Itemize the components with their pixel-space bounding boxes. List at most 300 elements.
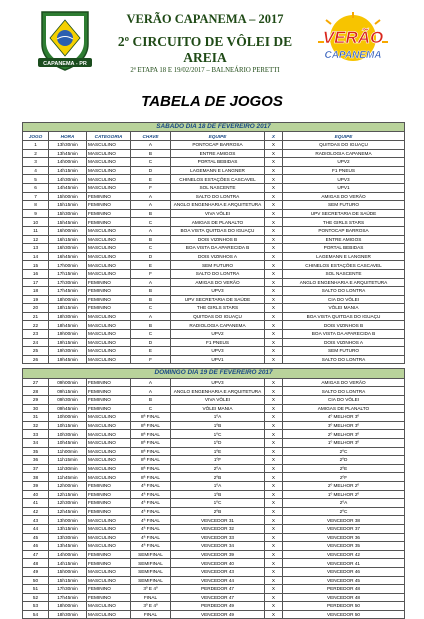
game-category: FEMININO <box>87 585 131 594</box>
versus: X <box>265 158 283 167</box>
team-home: 1ºC <box>171 430 265 439</box>
game-time: 17h45min <box>49 287 87 296</box>
game-category: FEMININO <box>87 481 131 490</box>
team-away: F1 PNEUS <box>283 166 405 175</box>
game-group: A <box>131 387 171 396</box>
team-home: DOIS VIZINHOS B <box>171 235 265 244</box>
game-time: 11h00min <box>49 447 87 456</box>
saturday-heading-label: SABADO DIA 18 DE FEVEREIRO 2017 <box>23 123 405 132</box>
team-home: PONTOCAP BARROSA <box>171 141 265 150</box>
game-category: MASCULINO <box>87 456 131 465</box>
game-category: MASCULINO <box>87 261 131 270</box>
game-group: C <box>131 404 171 413</box>
versus: X <box>265 473 283 482</box>
game-time: 17h30min <box>49 278 87 287</box>
game-time: 19h30min <box>49 347 87 356</box>
versus: X <box>265 201 283 210</box>
game-number: 13 <box>23 244 49 253</box>
table-row <box>23 447 405 456</box>
game-category: FEMININO <box>87 201 131 210</box>
game-category: MASCULINO <box>87 542 131 551</box>
table-row <box>23 158 405 167</box>
game-group: 4ª FINAL <box>131 481 171 490</box>
game-number: 33 <box>23 430 49 439</box>
game-number: 47 <box>23 550 49 559</box>
event-title: VERÃO CAPANEMA – 2017 <box>126 12 284 26</box>
game-number: 1 <box>23 141 49 150</box>
table-row <box>23 355 405 364</box>
game-number: 38 <box>23 473 49 482</box>
team-home: VENCEDOR 43 <box>171 567 265 576</box>
game-group: D <box>131 338 171 347</box>
game-time: 10h00min <box>49 413 87 422</box>
team-home: 1ºA <box>171 481 265 490</box>
game-group: 8ª FINAL <box>131 430 171 439</box>
column-header: EQUIPE <box>171 132 265 141</box>
team-away: SALTO DO LONTRA <box>283 387 405 396</box>
team-home: PORTAL BEBIDAS <box>171 158 265 167</box>
team-home: 2ºA <box>171 464 265 473</box>
table-row <box>23 166 405 175</box>
game-category: MASCULINO <box>87 347 131 356</box>
team-away: PERDEDOR 48 <box>283 585 405 594</box>
game-category: MASCULINO <box>87 533 131 542</box>
logo-line1: VERÃO <box>322 28 384 47</box>
game-number: 39 <box>23 481 49 490</box>
game-category: FEMININO <box>87 593 131 602</box>
column-header: EQUIPE <box>283 132 405 141</box>
team-away: 2ºC <box>283 507 405 516</box>
versus: X <box>265 516 283 525</box>
game-group: B <box>131 295 171 304</box>
team-home: VENCEDOR 31 <box>171 516 265 525</box>
game-time: 10h45min <box>49 439 87 448</box>
page-header <box>0 0 424 100</box>
game-category: MASCULINO <box>87 473 131 482</box>
versus: X <box>265 387 283 396</box>
game-time: 16h30min <box>49 244 87 253</box>
game-group: B <box>131 149 171 158</box>
game-time: 17h45min <box>49 593 87 602</box>
table-row <box>23 295 405 304</box>
table-row <box>23 610 405 619</box>
team-home: VENCEDOR 47 <box>171 593 265 602</box>
game-number: 48 <box>23 559 49 568</box>
table-row <box>23 235 405 244</box>
team-away: VENCEDOR 46 <box>283 567 405 576</box>
game-group: SEMIFINAL <box>131 576 171 585</box>
game-category: FEMININO <box>87 507 131 516</box>
game-number: 18 <box>23 287 49 296</box>
team-away: 2ºF <box>283 473 405 482</box>
team-away: VENCEDOR 41 <box>283 559 405 568</box>
versus: X <box>265 218 283 227</box>
team-home: PERDEDOR 47 <box>171 585 265 594</box>
game-time: 17h15min <box>49 269 87 278</box>
team-away: 1º MELHOR 2º <box>283 490 405 499</box>
versus: X <box>265 355 283 364</box>
versus: X <box>265 183 283 192</box>
game-time: 15h45min <box>49 218 87 227</box>
game-number: 6 <box>23 183 49 192</box>
team-home: 1ºF <box>171 456 265 465</box>
team-away: QUITDAS DO IGUAÇU <box>283 141 405 150</box>
team-home: VÔLEI MANIA <box>171 404 265 413</box>
versus: X <box>265 404 283 413</box>
team-home: VENCEDOR 44 <box>171 576 265 585</box>
game-group: A <box>131 192 171 201</box>
team-away: 1º MELHOR 3º <box>283 439 405 448</box>
game-group: 4ª FINAL <box>131 542 171 551</box>
game-category: FEMININO <box>87 499 131 508</box>
table-row <box>23 209 405 218</box>
team-away: BOA VISTA QUITDAS DO IGUAÇU <box>283 312 405 321</box>
game-time: 13h15min <box>49 524 87 533</box>
team-away: CIA DO VÔLEI <box>283 396 405 405</box>
game-group: 4ª FINAL <box>131 524 171 533</box>
team-home: BOA VISTA DA APARECIDA B <box>171 244 265 253</box>
versus: X <box>265 338 283 347</box>
event-stage: 2ª ETAPA 18 E 19/02/2017 – BALNEÁRIO PERETTI <box>130 67 280 74</box>
team-away: VENCEDOR 36 <box>283 533 405 542</box>
versus: X <box>265 252 283 261</box>
game-number: 41 <box>23 499 49 508</box>
game-group: C <box>131 304 171 313</box>
game-group: E <box>131 347 171 356</box>
table-row <box>23 585 405 594</box>
game-number: 7 <box>23 192 49 201</box>
game-group: E <box>131 261 171 270</box>
table-row <box>23 218 405 227</box>
versus: X <box>265 149 283 158</box>
game-group: FINAL <box>131 593 171 602</box>
team-away: VENCEDOR 37 <box>283 524 405 533</box>
game-time: 17h00min <box>49 261 87 270</box>
game-category: MASCULINO <box>87 430 131 439</box>
game-number: 28 <box>23 387 49 396</box>
team-away: ANGLO ENGENHARIA E ARQUITETURA <box>283 278 405 287</box>
game-group: F <box>131 183 171 192</box>
game-category: FEMININO <box>87 559 131 568</box>
game-category: MASCULINO <box>87 244 131 253</box>
game-category: MASCULINO <box>87 610 131 619</box>
game-time: 18h15min <box>49 304 87 313</box>
versus: X <box>265 421 283 430</box>
game-number: 22 <box>23 321 49 330</box>
team-home: 1ºB <box>171 490 265 499</box>
game-number: 32 <box>23 421 49 430</box>
game-number: 27 <box>23 378 49 387</box>
versus: X <box>265 304 283 313</box>
game-time: 15h15min <box>49 201 87 210</box>
table-row <box>23 404 405 413</box>
versus: X <box>265 287 283 296</box>
versus: X <box>265 576 283 585</box>
team-home: F1 PNEUS <box>171 338 265 347</box>
column-header: CHAVE <box>131 132 171 141</box>
team-home: 2ºB <box>171 507 265 516</box>
capanema-crest-icon <box>36 8 94 72</box>
game-number: 11 <box>23 226 49 235</box>
game-number: 51 <box>23 585 49 594</box>
game-number: 53 <box>23 602 49 611</box>
game-time: 13h45min <box>49 542 87 551</box>
table-row <box>23 507 405 516</box>
versus: X <box>265 464 283 473</box>
game-group: 8ª FINAL <box>131 447 171 456</box>
game-category: FEMININO <box>87 218 131 227</box>
game-group: 4ª FINAL <box>131 516 171 525</box>
team-away: THE GIRLS STARS <box>283 218 405 227</box>
table-row <box>23 149 405 158</box>
game-number: 8 <box>23 201 49 210</box>
team-home: ANGLO ENGENHARIA E ARQUITETURA <box>171 387 265 396</box>
game-time: 18h45min <box>49 321 87 330</box>
table-row <box>23 347 405 356</box>
game-number: 26 <box>23 355 49 364</box>
team-home: PERDEDOR 49 <box>171 602 265 611</box>
table-row <box>23 269 405 278</box>
game-group: B <box>131 321 171 330</box>
game-number: 3 <box>23 158 49 167</box>
table-row <box>23 421 405 430</box>
team-home: CHINELOS ESTAÇÕES CASCAVEL <box>171 175 265 184</box>
game-group: 4ª FINAL <box>131 499 171 508</box>
versus: X <box>265 175 283 184</box>
game-time: 12h45min <box>49 507 87 516</box>
team-home: VENCEDOR 49 <box>171 610 265 619</box>
game-number: 46 <box>23 542 49 551</box>
team-away: 2ºE <box>283 464 405 473</box>
game-category: MASCULINO <box>87 576 131 585</box>
team-away: AMIGAS DO VERÃO <box>283 192 405 201</box>
table-row <box>23 287 405 296</box>
team-away: SEM FUTURO <box>283 201 405 210</box>
game-group: C <box>131 330 171 339</box>
team-home: ANGLO ENGENHARIA E ARQUITETURA <box>171 201 265 210</box>
versus: X <box>265 481 283 490</box>
versus: X <box>265 550 283 559</box>
team-home: VENCEDOR 33 <box>171 533 265 542</box>
versus: X <box>265 447 283 456</box>
game-time: 13h30min <box>49 533 87 542</box>
game-category: FEMININO <box>87 387 131 396</box>
game-group: C <box>131 158 171 167</box>
game-category: FEMININO <box>87 287 131 296</box>
versus: X <box>265 430 283 439</box>
versus: X <box>265 610 283 619</box>
team-home: VENCEDOR 40 <box>171 559 265 568</box>
game-category: MASCULINO <box>87 269 131 278</box>
game-time: 14h00min <box>49 158 87 167</box>
game-number: 44 <box>23 524 49 533</box>
game-time: 12h15min <box>49 490 87 499</box>
page-title: TABELA DE JOGOS <box>141 93 283 110</box>
logo-line2: CAPANEMA <box>324 50 382 61</box>
game-group: 8ª FINAL <box>131 413 171 422</box>
game-number: 4 <box>23 166 49 175</box>
team-away: CHINELOS ESTAÇÕES CASCAVEL <box>283 261 405 270</box>
event-subtitle: 2º CIRCUITO DE VÔLEI DE AREIA <box>117 34 293 65</box>
game-group: 8ª FINAL <box>131 473 171 482</box>
team-home: LAGEMANN E LANGNER <box>171 166 265 175</box>
game-time: 13h45min <box>49 149 87 158</box>
game-number: 9 <box>23 209 49 218</box>
game-category: FEMININO <box>87 209 131 218</box>
table-row <box>23 252 405 261</box>
versus: X <box>265 278 283 287</box>
game-time: 13h30min <box>49 141 87 150</box>
game-category: MASCULINO <box>87 226 131 235</box>
game-time: 19h45min <box>49 355 87 364</box>
team-away: SALTO DO LONTRA <box>283 287 405 296</box>
game-time: 19h00min <box>49 330 87 339</box>
versus: X <box>265 330 283 339</box>
game-category: MASCULINO <box>87 158 131 167</box>
team-away: RADIOLOGIA CAPANEMA <box>283 149 405 158</box>
table-row <box>23 304 405 313</box>
saturday-heading <box>23 123 405 132</box>
versus: X <box>265 490 283 499</box>
team-home: AMIGAS DO VERÃO <box>171 278 265 287</box>
team-away: UPV1 <box>283 183 405 192</box>
game-group: C <box>131 244 171 253</box>
team-home: SEM FUTURO <box>171 261 265 270</box>
versus: X <box>265 507 283 516</box>
team-away: 2º MELHOR 3º <box>283 430 405 439</box>
game-category: MASCULINO <box>87 312 131 321</box>
game-number: 21 <box>23 312 49 321</box>
game-group: 3º E 4º <box>131 585 171 594</box>
game-number: 15 <box>23 261 49 270</box>
team-home: 1ºA <box>171 413 265 422</box>
game-number: 29 <box>23 396 49 405</box>
game-time: 11h30min <box>49 464 87 473</box>
game-time: 18h00min <box>49 602 87 611</box>
game-time: 09h00min <box>49 378 87 387</box>
game-category: MASCULINO <box>87 524 131 533</box>
team-home: UPV3 <box>171 287 265 296</box>
team-away: UPV3 <box>283 175 405 184</box>
team-away: DOIS VIZINHOS B <box>283 321 405 330</box>
game-category: MASCULINO <box>87 421 131 430</box>
game-group: 4ª FINAL <box>131 507 171 516</box>
game-time: 09h15min <box>49 387 87 396</box>
schedule-table <box>22 122 405 619</box>
game-time: 17h30min <box>49 585 87 594</box>
team-home: QUITDAS DO IGUAÇU <box>171 312 265 321</box>
game-group: SEMIFINAL <box>131 559 171 568</box>
game-number: 24 <box>23 338 49 347</box>
team-home: UPV SECRETARIA DE SAÚDE <box>171 295 265 304</box>
team-away: VENCEDOR 35 <box>283 542 405 551</box>
game-group: D <box>131 166 171 175</box>
column-header: X <box>265 132 283 141</box>
game-time: 18h00min <box>49 295 87 304</box>
game-number: 34 <box>23 439 49 448</box>
game-number: 14 <box>23 252 49 261</box>
game-number: 23 <box>23 330 49 339</box>
versus: X <box>265 542 283 551</box>
team-away: SALTO DO LONTRA <box>283 355 405 364</box>
team-away: CIA DO VÔLEI <box>283 295 405 304</box>
game-time: 14h00min <box>49 550 87 559</box>
game-group: FINAL <box>131 610 171 619</box>
game-group: D <box>131 252 171 261</box>
table-row <box>23 533 405 542</box>
verao-capanema-logo <box>316 12 390 72</box>
game-time: 14h45min <box>49 183 87 192</box>
game-time: 18h30min <box>49 312 87 321</box>
team-home: UPV3 <box>171 347 265 356</box>
game-category: MASCULINO <box>87 516 131 525</box>
table-row <box>23 413 405 422</box>
versus: X <box>265 261 283 270</box>
game-category: FEMININO <box>87 192 131 201</box>
table-row <box>23 576 405 585</box>
game-category: FEMININO <box>87 396 131 405</box>
game-time: 14h30min <box>49 175 87 184</box>
table-row <box>23 456 405 465</box>
team-home: UPV2 <box>171 330 265 339</box>
team-home: THE GIRLS STARS <box>171 304 265 313</box>
game-number: 52 <box>23 593 49 602</box>
game-time: 12h00min <box>49 481 87 490</box>
game-number: 25 <box>23 347 49 356</box>
team-away: UPV2 <box>283 158 405 167</box>
game-group: C <box>131 218 171 227</box>
team-home: 1ºE <box>171 447 265 456</box>
game-category: FEMININO <box>87 304 131 313</box>
game-group: 8ª FINAL <box>131 456 171 465</box>
team-home: SALTO DO LONTRA <box>171 192 265 201</box>
versus: X <box>265 235 283 244</box>
game-number: 30 <box>23 404 49 413</box>
versus: X <box>265 378 283 387</box>
game-category: MASCULINO <box>87 175 131 184</box>
game-time: 16h00min <box>49 226 87 235</box>
column-header: JOGO <box>23 132 49 141</box>
game-time: 12h30min <box>49 499 87 508</box>
team-away: 2ºA <box>283 499 405 508</box>
game-group: A <box>131 201 171 210</box>
game-group: A <box>131 226 171 235</box>
game-category: MASCULINO <box>87 447 131 456</box>
game-time: 15h00min <box>49 567 87 576</box>
game-time: 16h45min <box>49 252 87 261</box>
table-row <box>23 464 405 473</box>
versus: X <box>265 226 283 235</box>
game-number: 40 <box>23 490 49 499</box>
game-number: 19 <box>23 295 49 304</box>
team-home: 1ºC <box>171 499 265 508</box>
game-time: 15h15min <box>49 576 87 585</box>
versus: X <box>265 396 283 405</box>
game-category: FEMININO <box>87 490 131 499</box>
game-group: A <box>131 141 171 150</box>
game-group: 4ª FINAL <box>131 490 171 499</box>
table-row <box>23 550 405 559</box>
game-time: 11h15min <box>49 456 87 465</box>
table-row <box>23 481 405 490</box>
team-away: LAGEMANN E LANGNER <box>283 252 405 261</box>
game-number: 31 <box>23 413 49 422</box>
team-home: SALTO DO LONTRA <box>171 269 265 278</box>
game-number: 50 <box>23 576 49 585</box>
table-row <box>23 278 405 287</box>
team-home: ENTRE AMIGOS <box>171 149 265 158</box>
game-category: FEMININO <box>87 404 131 413</box>
